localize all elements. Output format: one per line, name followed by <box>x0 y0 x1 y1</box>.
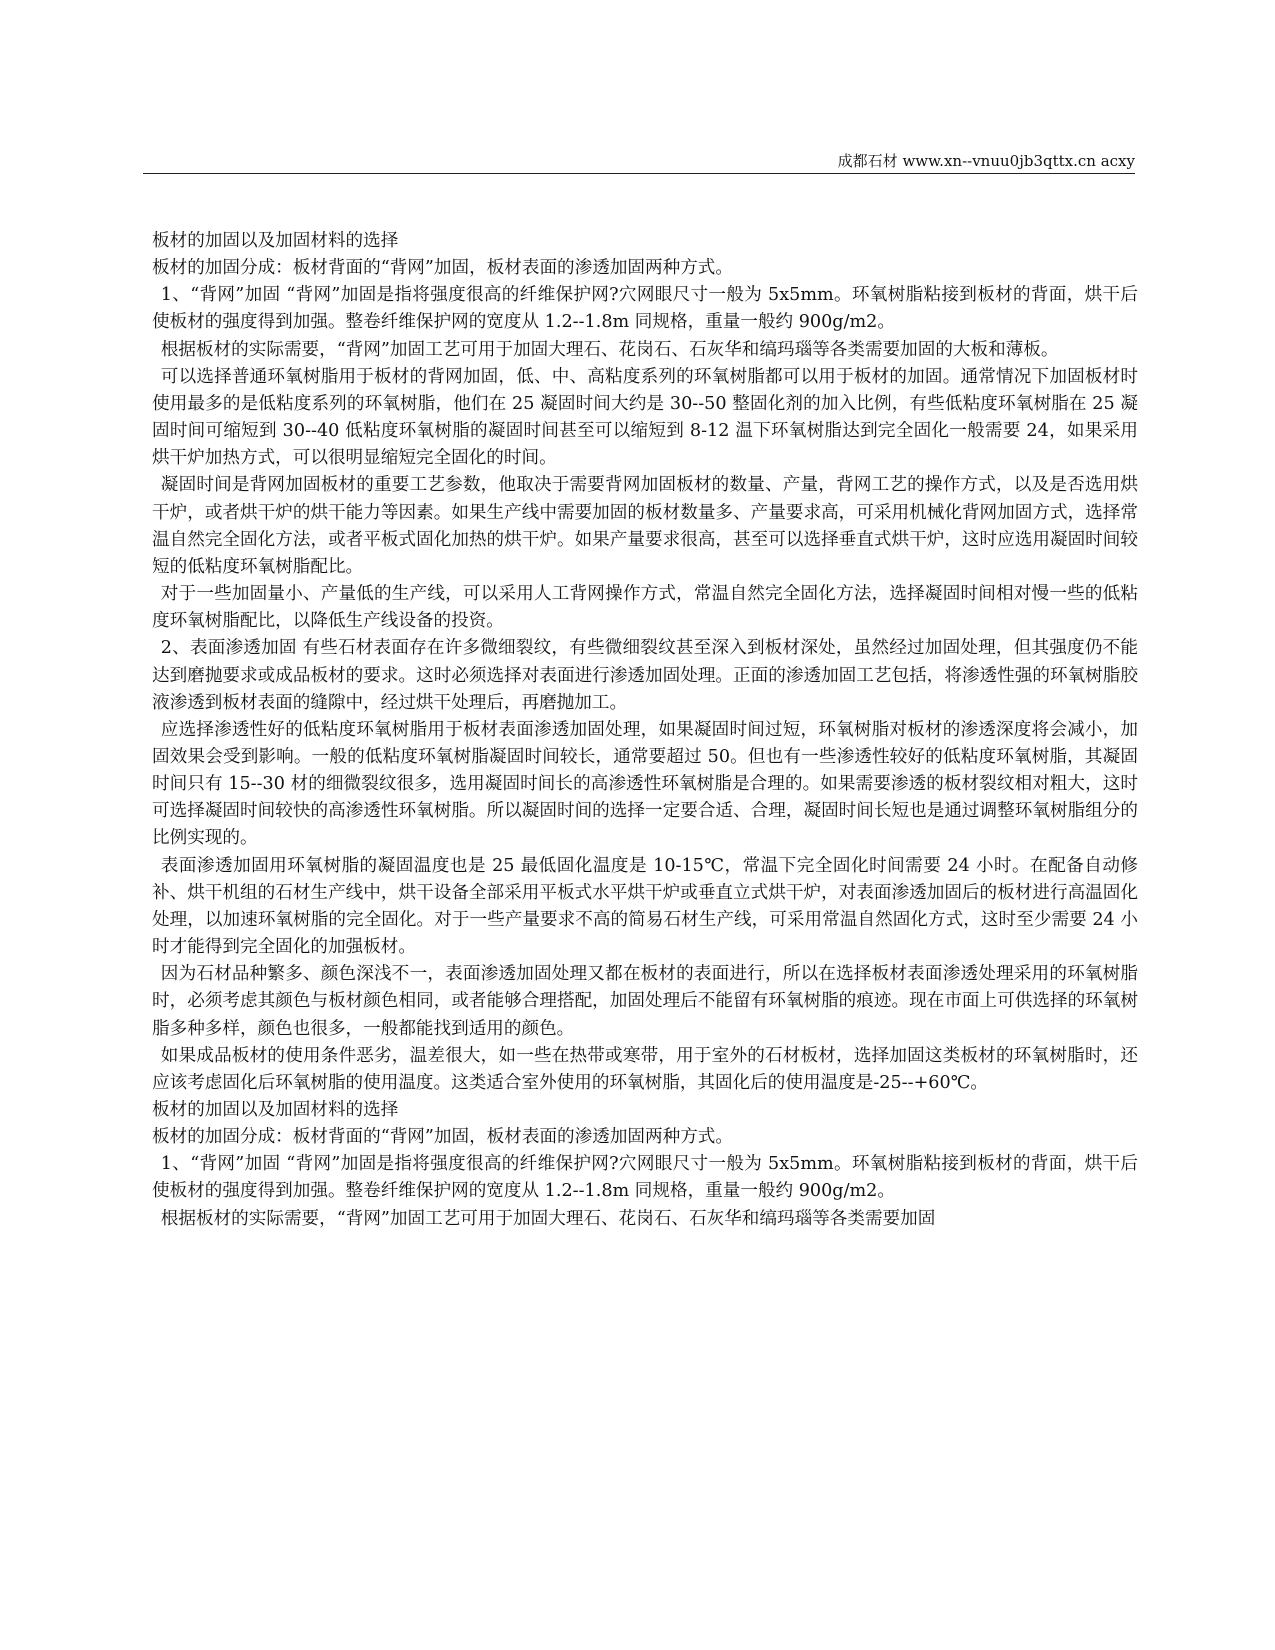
page-header <box>143 151 1135 174</box>
paragraph: 板材的加固以及加固材料的选择 <box>152 1100 399 1120</box>
paragraph: 板材的加固分成：板材背面的“背网”加固，板材表面的渗透加固两种方式。 <box>152 258 733 279</box>
paragraph: 如果成品板材的使用条件恶劣，温差很大，如一些在热带或寒带，用于室外的石材板材，选择加固这类板材的环氧树脂时，还应该考虑固化后环氧树脂的使用温度。这类适合室外使用的环氧树脂，其固化后的使用温度是-25--+60℃。 <box>152 1045 1138 1093</box>
document-body <box>152 228 1138 1233</box>
paragraph: 表面渗透加固用环氧树脂的凝固温度也是 25 最低固化温度是 10-15℃，常温下完全固化时间需要 24 小时。在配备自动修补、烘干机组的石材生产线中，烘干设备全部采用平板式水平烘干炉或垂直立式烘干炉，对表面渗透加固后的板材进行高温固化处理，以加速环氧树脂的完全固化。对于一些产量要求不高的简易石材生产线，可采用常温自然固化方式，这时至少需要 24 小时才能得到完全固化的加强板材。 <box>152 855 1138 958</box>
paragraph: 应选择渗透性好的低粘度环氧树脂用于板材表面渗透加固处理，如果凝固时间过短，环氧树脂对板材的渗透深度将会减小，加固效果会受到影响。一般的低粘度环氧树脂凝固时间较长，通常要超过 50。但也有一些渗透性较好的低粘度环氧树脂，其凝固时间只有 15--30 材的细微裂纹很多，选用凝固时间长的高渗透性环氧树脂是合理的。如果需要渗透的板材裂纹相对粗大，这时可选择凝固时间较快的高渗透性环氧树脂。所以凝固时间的选择一定要合适、合理，凝固时间长短也是通过调整环氧树脂组分的比例实现的。 <box>152 719 1138 849</box>
header-text: 成都石材 www.xn--vnuu0jb3qttx.cn acxy <box>837 152 1135 170</box>
paragraph: 板材的加固分成：板材背面的“背网”加固，板材表面的渗透加固两种方式。 <box>152 1127 733 1148</box>
paragraph: 凝固时间是背网加固板材的重要工艺参数，他取决于需要背网加固板材的数量、产量，背网工艺的操作方式，以及是否选用烘干炉，或者烘干炉的烘干能力等因素。如果生产线中需要加固的板材数量多、产量要求高，可采用机械化背网加固方式，选择常温自然完全固化方法，或者平板式固化加热的烘干炉。如果产量要求很高，甚至可以选择垂直式烘干炉，这时应选用凝固时间较短的低粘度环氧树脂配比。 <box>152 475 1138 577</box>
paragraph: 2、表面渗透加固 有些石材表面存在许多微细裂纹，有些微细裂纹甚至深入到板材深处，虽然经过加固处理，但其强度仍不能达到磨抛要求或成品板材的要求。这时必须选择对表面进行渗透加固处理。正面的渗透加固工艺包括，将渗透性强的环氧树脂胶液渗透到板材表面的缝隙中，经过烘干处理后，再磨抛加工。 <box>152 638 1138 713</box>
paragraph: 因为石材品种繁多、颜色深浅不一，表面渗透加固处理又都在板材的表面进行，所以在选择板材表面渗透处理采用的环氧树脂时，必须考虑其颜色与板材颜色相同，或者能够合理搭配，加固处理后不能留有环氧树脂的痕迹。现在市面上可供选择的环氧树脂多种多样，颜色也很多，一般都能找到适用的颜色。 <box>152 964 1138 1039</box>
paragraph: 根据板材的实际需要，“背网”加固工艺可用于加固大理石、花岗石、石灰华和缟玛瑙等各类需要加固 <box>160 1208 936 1229</box>
paragraph: 可以选择普通环氧树脂用于板材的背网加固，低、中、高粘度系列的环氧树脂都可以用于板材的加固。通常情况下加固板材时使用最多的是低粘度系列的环氧树脂，他们在 25 凝固时间大约是 30--50 整固化剂的加入比例，有些低粘度环氧树脂在 25 凝固时间可缩短到 30--40 低粘度环氧树脂的凝固时间甚至可以缩短到 8-12 温下环氧树脂达到完全固化一般需要 24，如果采用烘干炉加热方式，可以很明显缩短完全固化的时间。 <box>152 366 1138 469</box>
paragraph: 1、“背网”加固 “背网”加固是指将强度很高的纤维保护网?穴网眼尺寸一般为 5x5mm。环氧树脂粘接到板材的背面，烘干后使板材的强度得到加强。整卷纤维保护网的宽度从 1.2--1.8m 同规格，重量一般约 900g/m2。 <box>152 1154 1138 1202</box>
paragraph: 1、“背网”加固 “背网”加固是指将强度很高的纤维保护网?穴网眼尺寸一般为 5x5mm。环氧树脂粘接到板材的背面，烘干后使板材的强度得到加强。整卷纤维保护网的宽度从 1.2--1.8m 同规格，重量一般约 900g/m2。 <box>152 285 1138 333</box>
paragraph: 板材的加固以及加固材料的选择 <box>152 231 399 251</box>
paragraph: 根据板材的实际需要，“背网”加固工艺可用于加固大理石、花岗石、石灰华和缟玛瑙等各类需要加固的大板和薄板。 <box>160 339 1059 360</box>
paragraph: 对于一些加固量小、产量低的生产线，可以采用人工背网操作方式，常温自然完全固化方法，选择凝固时间相对慢一些的低粘度环氧树脂配比，以降低生产线设备的投资。 <box>152 584 1138 632</box>
